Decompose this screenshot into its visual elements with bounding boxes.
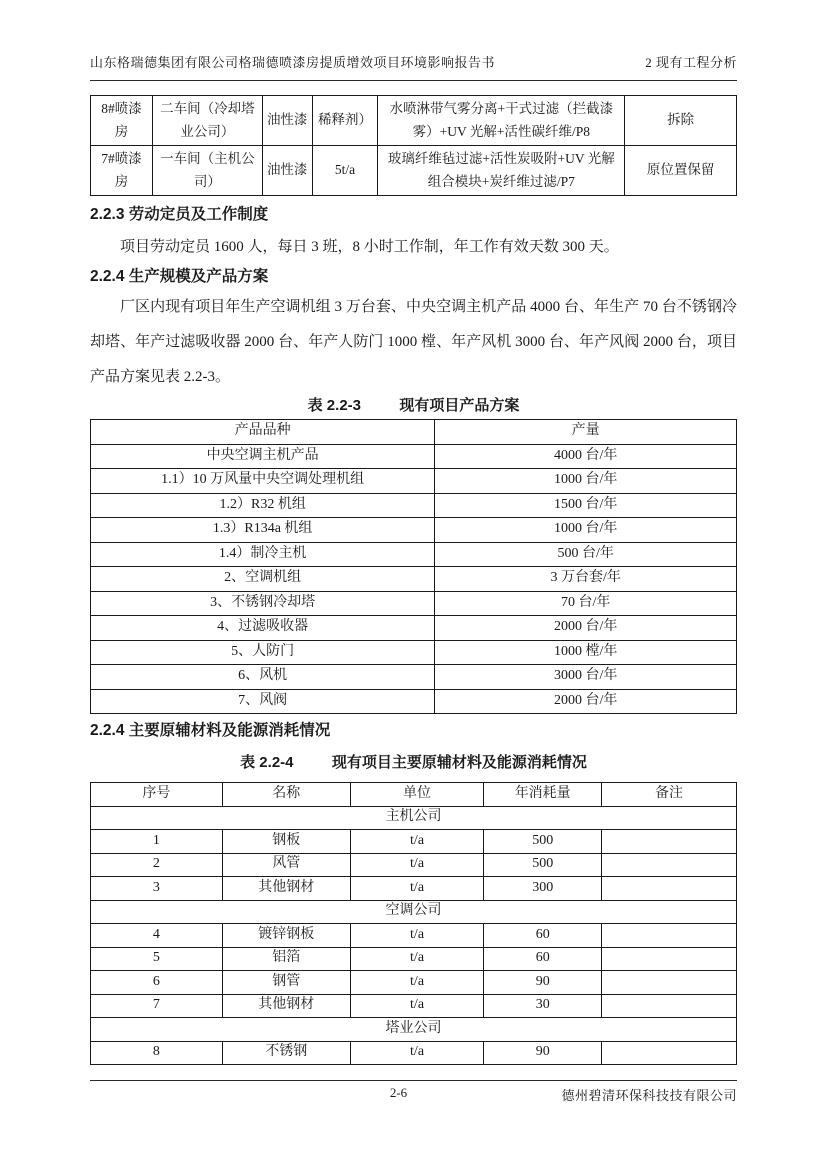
table-row (91, 616, 737, 641)
page-header (90, 52, 737, 81)
table-cell: 2 (91, 853, 223, 877)
table-2-2-3-caption-label: 表 2.2-3 (307, 397, 361, 414)
footer-company-name: 德州碧清环保科技技有限公司 (561, 1088, 737, 1103)
table-2-2-3-caption (90, 395, 737, 417)
table-cell: 1.3）R134a 机组 (91, 518, 435, 543)
section-heading-2-2-4-materials: 2.2.4 主要原辅材料及能源消耗情况 (90, 722, 331, 739)
group-header-cell: 塔业公司 (91, 1018, 737, 1042)
materials-header-no: 序号 (91, 783, 223, 807)
table-row (91, 96, 737, 146)
table-cell: 5 (91, 947, 223, 971)
materials-header-name: 名称 (222, 783, 350, 807)
table-cell: 风管 (222, 853, 350, 877)
table-cell (601, 830, 736, 854)
table-cell: 玻璃纤维毡过滤+活性炭吸附+UV 光解组合模块+炭纤维过滤/P7 (378, 146, 625, 196)
table-cell: 3 (91, 877, 223, 901)
group-header-cell: 主机公司 (91, 806, 737, 830)
table-cell: 钢管 (222, 971, 350, 995)
group-header-cell: 空调公司 (91, 900, 737, 924)
table-row (91, 877, 737, 901)
table-cell: 其他钢材 (222, 994, 350, 1018)
table-cell: 原位置保留 (625, 146, 737, 196)
table-cell: 1 (91, 830, 223, 854)
materials-table (90, 782, 737, 1065)
table-cell: 500 台/年 (435, 542, 737, 567)
table-cell: t/a (350, 947, 484, 971)
materials-header-annual: 年消耗量 (484, 783, 602, 807)
table-2-2-4-caption-title: 现有项目主要原辅材料及能源消耗情况 (331, 754, 587, 771)
materials-header-remark: 备注 (601, 783, 736, 807)
materials-table-header-row (91, 783, 737, 807)
table-cell: 中央空调主机产品 (91, 444, 435, 469)
table-cell: 3 万台套/年 (435, 567, 737, 592)
table-cell (601, 947, 736, 971)
table-cell: 7 (91, 994, 223, 1018)
table-row (91, 444, 737, 469)
products-table-body (91, 444, 737, 714)
table-cell: 4 (91, 924, 223, 948)
header-rule (90, 52, 737, 81)
table-cell: 铝箔 (222, 947, 350, 971)
header-report-title: 山东格瑞德集团有限公司格瑞德喷漆房提质增效项目环境影响报告书 (90, 55, 496, 70)
table-cell (601, 853, 736, 877)
table-cell: 不锈钢 (222, 1041, 350, 1065)
table-group-row (91, 900, 737, 924)
header-chapter-title: 2 现有工程分析 (645, 55, 737, 70)
products-header-output: 产量 (435, 420, 737, 445)
table-cell: 30 (484, 994, 602, 1018)
table-row (91, 924, 737, 948)
products-table-header-row (91, 420, 737, 445)
table-cell: t/a (350, 877, 484, 901)
table-cell: 钢板 (222, 830, 350, 854)
table-row (91, 146, 737, 196)
materials-table-body (91, 806, 737, 1065)
table-cell: 油性漆 (262, 146, 312, 196)
table-cell (601, 877, 736, 901)
table-row (91, 567, 737, 592)
table-cell: 8#喷漆房 (91, 96, 153, 146)
page-content (90, 95, 737, 1065)
table-cell: 3、不锈钢冷却塔 (91, 591, 435, 616)
table-row (91, 469, 737, 494)
table-cell: 5t/a (312, 146, 378, 196)
table-cell: 2000 台/年 (435, 616, 737, 641)
table-2-2-4-caption (90, 752, 737, 774)
table-cell: 4、过滤吸收器 (91, 616, 435, 641)
table-cell: 2000 台/年 (435, 689, 737, 714)
table-cell: 3000 台/年 (435, 665, 737, 690)
table-cell (601, 1041, 736, 1065)
table-row (91, 640, 737, 665)
table-cell: 1.2）R32 机组 (91, 493, 435, 518)
spray-booth-table-body (91, 96, 737, 196)
table-row (91, 971, 737, 995)
table-cell: 8 (91, 1041, 223, 1065)
table-cell: 1.4）制冷主机 (91, 542, 435, 567)
table-cell (601, 924, 736, 948)
table-cell: 60 (484, 947, 602, 971)
table-cell: 6、风机 (91, 665, 435, 690)
table-cell: 4000 台/年 (435, 444, 737, 469)
table-2-2-3-caption-title: 现有项目产品方案 (399, 397, 520, 414)
table-cell: 镀锌钢板 (222, 924, 350, 948)
section-heading-2-2-4-production: 2.2.4 生产规模及产品方案 (90, 268, 269, 285)
labor-paragraph: 项目劳动定员 1600 人，每日 3 班，8 小时工作制，年工作有效天数 300 天。 (120, 239, 619, 255)
table-row (91, 493, 737, 518)
table-cell: 500 (484, 853, 602, 877)
table-row (91, 1041, 737, 1065)
table-cell (601, 971, 736, 995)
table-cell: 70 台/年 (435, 591, 737, 616)
products-header-variety: 产品品种 (91, 420, 435, 445)
table-cell: 1000 台/年 (435, 518, 737, 543)
table-cell: 300 (484, 877, 602, 901)
table-row (91, 994, 737, 1018)
production-scale-paragraph: 厂区内现有项目年生产空调机组 3 万台套、中央空调主机产品 4000 台、年生产 70 台不锈钢冷却塔、年产过滤吸收器 2000 台、年产人防门 1000 樘、年产风机 3000 台、年产风阀 2000 台，项目产品方案见表 2.2-3。 (90, 299, 737, 385)
table-cell: 90 (484, 971, 602, 995)
table-cell: 1000 台/年 (435, 469, 737, 494)
table-row (91, 947, 737, 971)
section-heading-2-2-3: 2.2.3 劳动定员及工作制度 (90, 206, 269, 223)
table-cell: t/a (350, 853, 484, 877)
table-cell: t/a (350, 924, 484, 948)
table-row (91, 591, 737, 616)
table-row (91, 518, 737, 543)
table-cell: t/a (350, 994, 484, 1018)
table-cell: 7#喷漆房 (91, 146, 153, 196)
table-cell: t/a (350, 971, 484, 995)
table-cell: 6 (91, 971, 223, 995)
table-cell: 7、风阀 (91, 689, 435, 714)
table-cell: t/a (350, 830, 484, 854)
table-cell (601, 994, 736, 1018)
products-table (90, 419, 737, 714)
table-cell: 60 (484, 924, 602, 948)
table-row (91, 665, 737, 690)
table-cell: 90 (484, 1041, 602, 1065)
table-cell: 5、人防门 (91, 640, 435, 665)
table-row (91, 830, 737, 854)
table-cell: 其他钢材 (222, 877, 350, 901)
materials-header-unit: 单位 (350, 783, 484, 807)
table-cell: 拆除 (625, 96, 737, 146)
table-cell: 稀释剂） (312, 96, 378, 146)
table-cell: 二车间（冷却塔业公司） (153, 96, 263, 146)
table-cell: 1.1）10 万风量中央空调处理机组 (91, 469, 435, 494)
table-cell: 一车间（主机公司） (153, 146, 263, 196)
table-cell: t/a (350, 1041, 484, 1065)
page-footer (90, 1080, 737, 1103)
table-row (91, 853, 737, 877)
table-cell: 1000 樘/年 (435, 640, 737, 665)
table-row (91, 542, 737, 567)
footer-page-number: 2-6 (389, 1085, 408, 1100)
spray-booth-continuation-table (90, 95, 737, 196)
table-cell: 500 (484, 830, 602, 854)
table-group-row (91, 806, 737, 830)
table-cell: 水喷淋带气雾分离+干式过滤（拦截漆雾）+UV 光解+活性碳纤维/P8 (378, 96, 625, 146)
table-cell: 2、空调机组 (91, 567, 435, 592)
table-group-row (91, 1018, 737, 1042)
table-2-2-4-caption-label: 表 2.2-4 (240, 754, 294, 771)
table-cell: 油性漆 (262, 96, 312, 146)
table-row (91, 689, 737, 714)
table-cell: 1500 台/年 (435, 493, 737, 518)
